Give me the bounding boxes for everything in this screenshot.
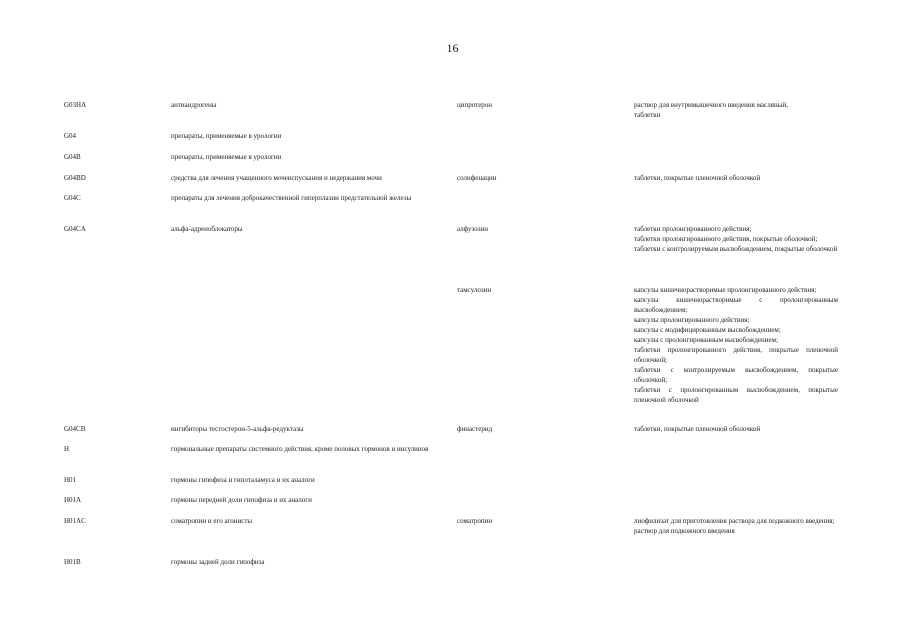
dosage-form: таблетки	[634, 111, 661, 119]
atc-group: ингибиторы тестостерон-5-альфа-редуктазы	[171, 425, 304, 433]
atc-group: средства для лечения учащенного мочеиспускания и недержания мочи	[171, 174, 382, 182]
dosage-form: таблетки, покрытые пленочной оболочкой	[634, 174, 761, 182]
atc-group: антиандрогены	[171, 101, 217, 109]
dosage-form: капсулы кишечнорастворимые с пролонгированным высвобождением;	[634, 296, 838, 314]
atc-group: соматропин и его агонисты	[171, 517, 253, 525]
dosage-forms	[634, 100, 838, 120]
dosage-form: раствор для внутримышечного введения масляный,	[634, 101, 788, 109]
atc-code: G04C	[64, 194, 81, 202]
substance: финастерид	[457, 425, 493, 433]
substance: ципротерон	[457, 101, 493, 109]
dosage-form: таблетки пролонгированного действия;	[634, 225, 752, 233]
dosage-form: таблетки, покрытые пленочной оболочкой	[634, 425, 761, 433]
atc-code: G04B	[64, 153, 81, 161]
dosage-forms	[634, 285, 838, 405]
atc-code: H01	[64, 476, 77, 484]
atc-code: G03HA	[64, 101, 87, 109]
dosage-form: капсулы пролонгированного действия;	[634, 316, 750, 324]
atc-group: гормоны задней доли гипофиза	[171, 558, 265, 566]
atc-group: гормоны гипофиза и гипоталамуса и их аналоги	[171, 476, 315, 484]
substance: соматропин	[457, 517, 493, 525]
atc-group: препараты, применяемые в урологии	[171, 153, 282, 161]
dosage-form: таблетки с контролируемым высвобождением, покрытые оболочкой	[634, 245, 838, 253]
atc-code: H01AC	[64, 517, 86, 525]
dosage-forms	[634, 424, 838, 434]
atc-code: H01B	[64, 558, 81, 566]
dosage-form: таблетки пролонгированного действия, покрытые оболочкой;	[634, 235, 818, 243]
dosage-form: таблетки пролонгированного действия, покрытые пленочной оболочкой;	[634, 346, 838, 364]
atc-code: H01A	[64, 496, 82, 504]
atc-group: гормональные препараты системного действия, кроме половых гормонов и инсулинов	[171, 445, 429, 453]
dosage-forms	[634, 173, 838, 183]
dosage-form: капсулы с пролонгированным высвобождением;	[634, 336, 779, 344]
dosage-form: капсулы кишечнорастворимые пролонгированного действия;	[634, 286, 817, 294]
dosage-form: капсулы с модифицированным высвобождением;	[634, 326, 781, 334]
atc-code: G04	[64, 132, 77, 140]
page-number: 16	[446, 41, 459, 55]
dosage-form: раствор для подкожного введения	[634, 527, 735, 535]
atc-group: гормоны передней доли гипофиза и их аналоги	[171, 496, 312, 504]
atc-code: H	[64, 445, 70, 453]
substance: тамсулозин	[457, 286, 492, 294]
dosage-form: лиофилизат для приготовления раствора для подкожного введения;	[634, 517, 835, 525]
atc-group: препараты для лечения доброкачественной гиперплазии предстательной железы	[171, 194, 412, 202]
dosage-forms	[634, 224, 838, 254]
substance: солифенацин	[457, 174, 497, 182]
dosage-form: таблетки с контролируемым высвобождением, покрытые оболочкой;	[634, 366, 838, 384]
atc-group: альфа-адреноблокаторы	[171, 225, 243, 233]
atc-code: G04CA	[64, 225, 86, 233]
atc-group: препараты, применяемые в урологии	[171, 132, 282, 140]
substance: алфузозин	[457, 225, 489, 233]
dosage-forms	[634, 516, 838, 536]
atc-code: G04BD	[64, 174, 86, 182]
atc-code: G04CB	[64, 425, 86, 433]
dosage-form: таблетки с пролонгированным высвобождением, покрытые пленочной оболочкой	[634, 386, 838, 404]
